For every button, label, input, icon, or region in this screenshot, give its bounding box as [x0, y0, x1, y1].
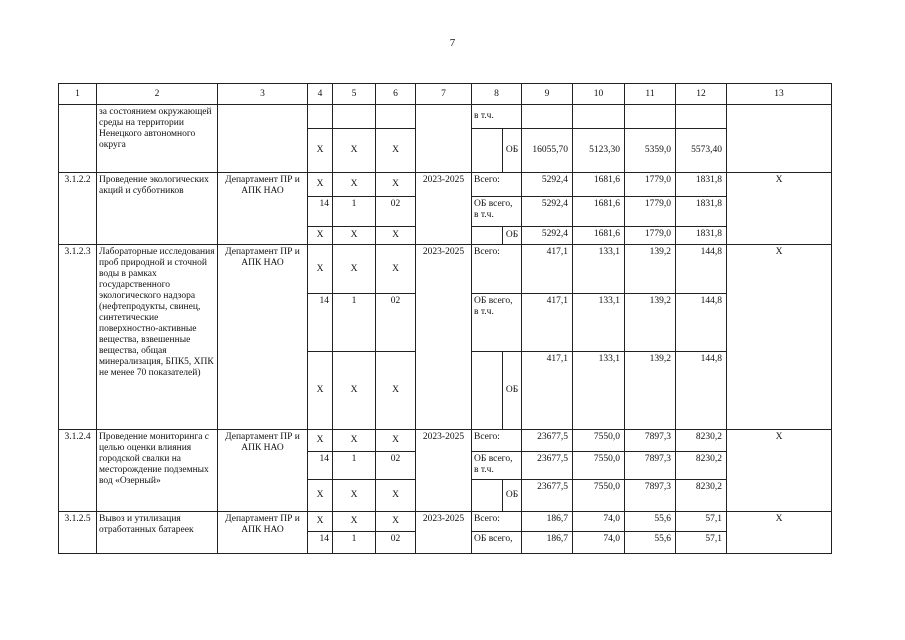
table-cell: Х: [376, 512, 416, 532]
funding-label: ОБ: [503, 227, 522, 245]
row-id: [59, 105, 97, 173]
amount-cell: 5292,4: [522, 197, 573, 227]
table-cell: [376, 105, 416, 129]
amount-cell: 1779,0: [625, 173, 676, 197]
table-cell: [472, 227, 503, 245]
table-cell: Х: [333, 480, 376, 512]
table-cell: 14: [308, 532, 333, 554]
period: [416, 105, 472, 173]
column-header-10: 10: [573, 84, 625, 105]
funding-label: ОБ: [503, 352, 522, 430]
table-cell: [573, 105, 625, 129]
amount-cell: 133,1: [573, 352, 625, 430]
table-cell: Х: [308, 227, 333, 245]
amount-cell: 23677,5: [522, 480, 573, 512]
table-cell: Х: [376, 430, 416, 452]
column-header-11: 11: [625, 84, 676, 105]
table-cell: Х: [333, 245, 376, 294]
amount-cell: 7897,3: [625, 430, 676, 452]
table-cell: [522, 105, 573, 129]
funding-label: Всего:: [472, 173, 522, 197]
amount-cell: 133,1: [573, 245, 625, 294]
table-row: [59, 173, 832, 197]
table-cell: Х: [308, 480, 333, 512]
amount-cell: 7897,3: [625, 452, 676, 480]
row-id: 3.1.2.4: [59, 430, 97, 512]
column-header-6: 6: [376, 84, 416, 105]
table-cell: Х: [376, 129, 416, 173]
table-cell: Х: [376, 173, 416, 197]
amount-cell: 1681,6: [573, 197, 625, 227]
funding-label: Всего:: [472, 430, 522, 452]
funding-label: ОБ всего, в т.ч.: [472, 294, 522, 352]
table-cell: [333, 105, 376, 129]
amount-cell: 8230,2: [676, 430, 727, 452]
period: 2023-2025: [416, 512, 472, 554]
funding-label: ОБ всего, в т.ч.: [472, 452, 522, 480]
column-header-7: 7: [416, 84, 472, 105]
table-cell: 14: [308, 294, 333, 352]
amount-cell: 139,2: [625, 352, 676, 430]
amount-cell: 7897,3: [625, 480, 676, 512]
col13: [727, 105, 832, 173]
amount-cell: 1681,6: [573, 227, 625, 245]
col13: Х: [727, 173, 832, 245]
table-cell: 14: [308, 452, 333, 480]
amount-cell: 139,2: [625, 245, 676, 294]
table-cell: 02: [376, 532, 416, 554]
amount-cell: 186,7: [522, 532, 573, 554]
amount-cell: 7550,0: [573, 452, 625, 480]
amount-cell: 133,1: [573, 294, 625, 352]
table-cell: Х: [376, 245, 416, 294]
amount-cell: 417,1: [522, 294, 573, 352]
table-cell: [308, 105, 333, 129]
table-cell: Х: [308, 173, 333, 197]
table-cell: 02: [376, 452, 416, 480]
col13: Х: [727, 245, 832, 430]
table-row: [59, 245, 832, 294]
table-cell: Х: [308, 430, 333, 452]
amount-cell: 7550,0: [573, 480, 625, 512]
event-name: Проведение мониторинга с целью оценки влияния городской свалки на месторождение подземных вод «Озерный»: [97, 430, 218, 512]
table-cell: Х: [333, 352, 376, 430]
table-cell: [472, 129, 503, 173]
col13: Х: [727, 430, 832, 512]
table-cell: [625, 105, 676, 129]
amount-cell: 1779,0: [625, 227, 676, 245]
column-header-8: 8: [472, 84, 522, 105]
table-cell: 02: [376, 294, 416, 352]
table-cell: 1: [333, 452, 376, 480]
table-row: [59, 105, 832, 129]
amount-cell: 8230,2: [676, 480, 727, 512]
department: Департамент ПР и АПК НАО: [218, 245, 308, 430]
amount-cell: 5292,4: [522, 173, 573, 197]
table-cell: Х: [333, 129, 376, 173]
column-header-12: 12: [676, 84, 727, 105]
table-cell: Х: [308, 512, 333, 532]
event-name: за состоянием окружающей среды на территории Ненецкого автономного округа: [97, 105, 218, 173]
amount-cell: 144,8: [676, 294, 727, 352]
table-cell: Х: [333, 173, 376, 197]
funding-label: ОБ всего,: [472, 532, 522, 554]
amount-cell: 1831,8: [676, 173, 727, 197]
funding-label: Всего:: [472, 245, 522, 294]
amount-cell: 417,1: [522, 352, 573, 430]
department: Департамент ПР и АПК НАО: [218, 173, 308, 245]
amount-cell: 1831,8: [676, 227, 727, 245]
amount-cell: 7550,0: [573, 430, 625, 452]
amount-cell: 57,1: [676, 512, 727, 532]
table-cell: [472, 352, 503, 430]
column-header-9: 9: [522, 84, 573, 105]
table-cell: 14: [308, 197, 333, 227]
table-cell: Х: [376, 352, 416, 430]
column-header-2: 2: [97, 84, 218, 105]
budget-table: [58, 83, 832, 554]
row-id: 3.1.2.3: [59, 245, 97, 430]
event-name: Лабораторные исследования проб природной и сточной воды в рамках государственного экологического надзора (нефтепродукты, свинец, синтетические поверхностно-активные вещества, взвешенные вещества, общая минерализация, БПК5, ХПК не менее 70 показателей): [97, 245, 218, 430]
amount-cell: 8230,2: [676, 452, 727, 480]
table-cell: 1: [333, 294, 376, 352]
amount-cell: 186,7: [522, 512, 573, 532]
amount-cell: 1831,8: [676, 197, 727, 227]
column-header-13: 13: [727, 84, 832, 105]
table-cell: [676, 105, 727, 129]
table-cell: 5359,0: [625, 129, 676, 173]
table-cell: Х: [308, 129, 333, 173]
period: 2023-2025: [416, 173, 472, 245]
event-name: Проведение экологических акций и субботников: [97, 173, 218, 245]
amount-cell: 74,0: [573, 512, 625, 532]
table-cell: 5123,30: [573, 129, 625, 173]
amount-cell: 1779,0: [625, 197, 676, 227]
amount-cell: 1681,6: [573, 173, 625, 197]
amount-cell: 74,0: [573, 532, 625, 554]
table-cell: 02: [376, 197, 416, 227]
amount-cell: 5292,4: [522, 227, 573, 245]
table-cell: Х: [333, 227, 376, 245]
table-cell: 1: [333, 197, 376, 227]
row-id: 3.1.2.2: [59, 173, 97, 245]
department: Департамент ПР и АПК НАО: [218, 430, 308, 512]
department: Департамент ПР и АПК НАО: [218, 512, 308, 554]
table-cell: Х: [308, 352, 333, 430]
amount-cell: 23677,5: [522, 430, 573, 452]
table-row: [59, 512, 832, 532]
amount-cell: 144,8: [676, 352, 727, 430]
table-cell: 16055,70: [522, 129, 573, 173]
table-cell: Х: [333, 512, 376, 532]
table-cell: 1: [333, 532, 376, 554]
amount-cell: 144,8: [676, 245, 727, 294]
period: 2023-2025: [416, 430, 472, 512]
amount-cell: 417,1: [522, 245, 573, 294]
funding-label: ОБ: [503, 480, 522, 512]
funding-label: Всего:: [472, 512, 522, 532]
row-id: 3.1.2.5: [59, 512, 97, 554]
column-header-4: 4: [308, 84, 333, 105]
table-cell: [472, 480, 503, 512]
amount-cell: 139,2: [625, 294, 676, 352]
header-row: [59, 84, 832, 105]
column-header-1: 1: [59, 84, 97, 105]
table-cell: Х: [376, 227, 416, 245]
column-header-3: 3: [218, 84, 308, 105]
column-header-5: 5: [333, 84, 376, 105]
col13: Х: [727, 512, 832, 554]
amount-cell: 55,6: [625, 532, 676, 554]
funding-label: ОБ всего, в т.ч.: [472, 197, 522, 227]
funding-label: ОБ: [503, 129, 522, 173]
table-row: [59, 430, 832, 452]
amount-cell: 23677,5: [522, 452, 573, 480]
funding-label: в т.ч.: [472, 105, 522, 129]
table-cell: Х: [333, 430, 376, 452]
table-cell: Х: [376, 480, 416, 512]
amount-cell: 57,1: [676, 532, 727, 554]
amount-cell: 55,6: [625, 512, 676, 532]
period: 2023-2025: [416, 245, 472, 430]
page-number: 7: [449, 37, 456, 49]
department: [218, 105, 308, 173]
event-name: Вывоз и утилизация отработанных батареек: [97, 512, 218, 554]
table-cell: 5573,40: [676, 129, 727, 173]
table-cell: Х: [308, 245, 333, 294]
